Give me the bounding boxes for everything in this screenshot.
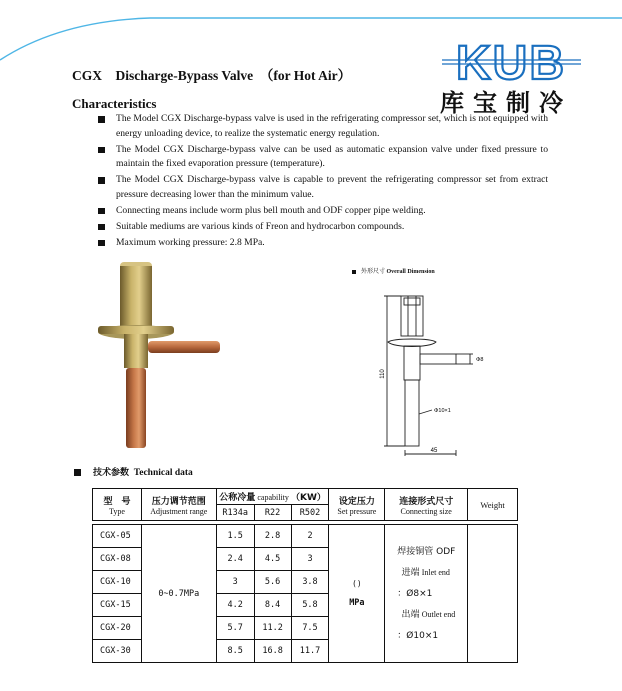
table-header-row [93, 489, 518, 505]
technical-data-table [92, 488, 518, 663]
table-row: CGX-10 3 5.6 3.8 [93, 571, 518, 594]
dimension-label-height: 110 [380, 369, 386, 379]
connecting-size-cell: 焊接铜管 ODF 进端 Inlet end ：Ø8×1 出端 Outlet end ：Ø10×1 [385, 525, 468, 663]
header-type: 型 号 Type [93, 489, 142, 521]
valve-product-photo [92, 256, 262, 456]
header-connecting: 连接形式尺寸 Connecting size [385, 489, 468, 521]
table-row: CGX-05 0~0.7MPa 1.5 2.8 2 () MPa 焊接铜管 ODF 进端 Inlet end ：Ø8×1 出端 Outlet end ：Ø10×1 [93, 525, 518, 548]
header-r22: R22 [254, 505, 291, 521]
page-title: CGX Discharge-Bypass Valve （for Hot Air） [72, 68, 352, 83]
header-adjustment: 压力调节范围 Adjustment range [141, 489, 216, 521]
header-r134a: R134a [216, 505, 254, 521]
table-row: CGX-08 2.4 4.5 3 [93, 548, 518, 571]
table-row: CGX-20 5.7 11.2 7.5 [93, 617, 518, 640]
header-weight: Weight [468, 489, 518, 521]
table-row: CGX-15 4.2 8.4 5.8 [93, 594, 518, 617]
svg-text:KUB: KUB [456, 37, 566, 90]
weight-cell [468, 525, 518, 663]
logo-chinese-text: 库宝制冷 [440, 88, 572, 117]
list-item: The Model CGX Discharge-bypass valve is capable to prevent the refrigerating compressor set from extract pressure decreasing lower than the minimum value. [96, 173, 548, 202]
list-item: Maximum working pressure: 2.8 MPa. [96, 236, 548, 251]
header-set-pressure: 设定压力 Set pressure [329, 489, 385, 521]
list-item: Suitable mediums are various kinds of Freon and hydrocarbon compounds. [96, 220, 548, 235]
dimension-label-side: Φ8 [476, 357, 484, 363]
technical-data-heading: 技术参数 Technical data [74, 465, 193, 478]
header-capability: 公称冷量 capability （KW） [216, 489, 329, 505]
list-item: The Model CGX Discharge-bypass valve can be used as automatic expansion valve under fixed pressure to maintain the fixed evaporation pressure (temperature). [96, 143, 548, 172]
overall-dimension-heading: 外形尺寸 Overall Dimension [352, 266, 435, 275]
list-item: Connecting means include worm plus bell mouth and ODF copper pipe welding. [96, 204, 548, 219]
characteristics-heading: Characteristics [72, 96, 157, 111]
adjustment-range-cell: 0~0.7MPa [141, 525, 216, 663]
list-item: The Model CGX Discharge-bypass valve is used in the refrigerating compressor set, which is not equipped with energy unloading device, to realize the systematic energy regulation. [96, 112, 548, 141]
overall-dimension-drawing [352, 276, 512, 456]
characteristics-list [96, 112, 548, 252]
bullet-square [74, 469, 81, 476]
bullet-square [352, 270, 356, 274]
header-r502: R502 [291, 505, 329, 521]
table-row: CGX-30 8.5 16.8 11.7 [93, 640, 518, 663]
dimension-label-diameter: Φ10×1 [434, 408, 451, 414]
set-pressure-cell: () MPa [329, 525, 385, 663]
dimension-label-width: 45 [430, 448, 438, 454]
